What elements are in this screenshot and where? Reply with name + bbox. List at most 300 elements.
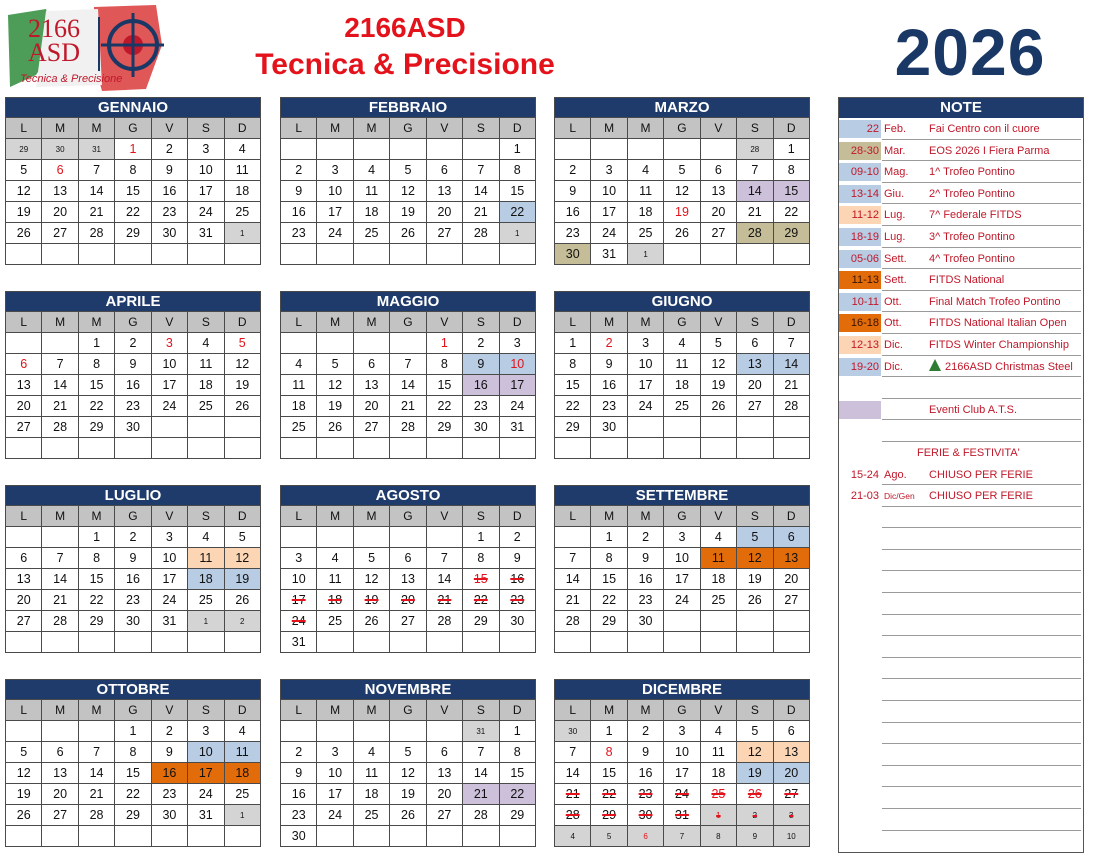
note-event-month: Mag. — [884, 166, 909, 179]
day-cell — [664, 611, 700, 632]
month-title: DICEMBRE — [555, 680, 810, 700]
weekday-header: M — [591, 118, 627, 139]
day-cell: 2 — [627, 721, 663, 742]
month-title: APRILE — [6, 292, 261, 312]
day-cell — [737, 438, 773, 459]
day-cell: 19 — [224, 569, 260, 590]
day-cell: 20 — [353, 396, 389, 417]
day-cell: 6 — [426, 160, 462, 181]
day-cell: 21 — [463, 784, 499, 805]
day-cell: 24 — [188, 202, 224, 223]
day-cell: 2 — [224, 611, 260, 632]
day-cell: 16 — [115, 569, 151, 590]
weekday-header: V — [426, 118, 462, 139]
note-blank-lines — [839, 507, 1083, 831]
day-cell: 17 — [281, 590, 317, 611]
day-cell: 23 — [151, 202, 187, 223]
day-cell: 8 — [78, 548, 114, 569]
note-event-month: Dic. — [884, 360, 903, 373]
note-event — [839, 118, 1083, 140]
day-cell: 15 — [499, 181, 535, 202]
day-cell — [664, 417, 700, 438]
day-cell: 19 — [6, 784, 42, 805]
note-event — [839, 334, 1083, 356]
day-cell — [42, 721, 78, 742]
day-cell — [281, 333, 317, 354]
day-cell: 14 — [42, 569, 78, 590]
weekday-header: L — [555, 700, 591, 721]
day-cell: 4 — [224, 721, 260, 742]
day-cell: 19 — [317, 396, 353, 417]
day-cell: 9 — [627, 548, 663, 569]
week-row — [555, 160, 810, 181]
weekday-header: S — [737, 312, 773, 333]
day-cell: 6 — [627, 826, 663, 847]
note-event — [839, 204, 1083, 226]
day-cell: 27 — [773, 590, 809, 611]
month-settembre — [554, 485, 810, 653]
note-event-month: Sett. — [884, 274, 907, 287]
weekday-header: D — [499, 118, 535, 139]
day-cell: 22 — [115, 784, 151, 805]
week-row — [6, 139, 261, 160]
weekday-header: V — [700, 118, 736, 139]
day-cell: 13 — [6, 375, 42, 396]
day-cell: 16 — [151, 763, 187, 784]
weekday-header: D — [499, 312, 535, 333]
day-cell: 31 — [151, 611, 187, 632]
day-cell: 7 — [737, 160, 773, 181]
weekday-header: G — [390, 506, 426, 527]
day-cell: 13 — [353, 375, 389, 396]
note-event-dates: 09-10 — [839, 163, 881, 181]
day-cell: 11 — [700, 742, 736, 763]
note-blank-line — [839, 766, 1083, 788]
day-cell: 29 — [426, 417, 462, 438]
day-cell: 23 — [115, 396, 151, 417]
week-row — [555, 244, 810, 265]
day-cell: 8 — [555, 354, 591, 375]
week-row — [555, 548, 810, 569]
week-row — [6, 417, 261, 438]
day-cell — [6, 333, 42, 354]
day-cell: 27 — [700, 223, 736, 244]
day-cell: 24 — [664, 784, 700, 805]
day-cell: 12 — [224, 354, 260, 375]
day-cell: 30 — [42, 139, 78, 160]
month-febbraio — [280, 97, 536, 265]
day-cell: 18 — [188, 375, 224, 396]
weekday-header: M — [627, 312, 663, 333]
note-blank-line — [839, 679, 1083, 701]
day-cell: 12 — [664, 181, 700, 202]
week-row — [281, 333, 536, 354]
day-cell: 2 — [115, 333, 151, 354]
day-cell: 21 — [555, 784, 591, 805]
day-cell: 30 — [151, 805, 187, 826]
day-cell: 14 — [78, 763, 114, 784]
weekday-header: D — [773, 312, 809, 333]
day-cell — [499, 632, 535, 653]
day-cell: 13 — [737, 354, 773, 375]
day-cell: 1 — [426, 333, 462, 354]
day-cell: 15 — [78, 375, 114, 396]
day-cell: 27 — [390, 611, 426, 632]
day-cell — [700, 139, 736, 160]
day-cell: 8 — [115, 160, 151, 181]
weekday-header: M — [591, 700, 627, 721]
day-cell — [627, 417, 663, 438]
day-cell: 10 — [151, 354, 187, 375]
month-title: AGOSTO — [281, 486, 536, 506]
week-row — [281, 721, 536, 742]
day-cell: 4 — [700, 721, 736, 742]
note-event-title: 3^ Trofeo Pontino — [929, 230, 1015, 243]
day-cell: 25 — [700, 590, 736, 611]
day-cell: 31 — [664, 805, 700, 826]
weekday-header: G — [115, 312, 151, 333]
day-cell: 1 — [627, 244, 663, 265]
day-cell: 6 — [773, 527, 809, 548]
day-cell: 1 — [555, 333, 591, 354]
day-cell — [664, 139, 700, 160]
week-row — [281, 763, 536, 784]
day-cell: 1 — [78, 527, 114, 548]
week-row — [6, 202, 261, 223]
week-row — [6, 181, 261, 202]
day-cell: 13 — [773, 548, 809, 569]
day-cell: 11 — [664, 354, 700, 375]
day-cell — [426, 527, 462, 548]
weekday-header: M — [353, 312, 389, 333]
day-cell: 4 — [627, 160, 663, 181]
day-cell — [700, 438, 736, 459]
day-cell: 16 — [115, 375, 151, 396]
day-cell: 14 — [42, 375, 78, 396]
day-cell: 24 — [317, 805, 353, 826]
day-cell: 18 — [353, 784, 389, 805]
holiday-dates: 21-03 — [850, 490, 879, 503]
note-event-title: 4^ Trofeo Pontino — [929, 252, 1015, 265]
day-cell: 18 — [281, 396, 317, 417]
month-title: MARZO — [555, 98, 810, 118]
month-title: OTTOBRE — [6, 680, 261, 700]
day-cell: 8 — [700, 826, 736, 847]
week-row — [555, 202, 810, 223]
day-cell — [499, 438, 535, 459]
day-cell: 21 — [463, 202, 499, 223]
note-event-month: Lug. — [884, 209, 906, 222]
week-row — [555, 590, 810, 611]
day-cell: 11 — [224, 160, 260, 181]
day-cell: 7 — [78, 160, 114, 181]
day-cell — [317, 826, 353, 847]
weekday-header: G — [390, 312, 426, 333]
weekday-header: M — [42, 312, 78, 333]
weekday-header: V — [426, 312, 462, 333]
day-cell: 13 — [426, 181, 462, 202]
weekday-header: V — [151, 700, 187, 721]
day-cell: 12 — [6, 181, 42, 202]
day-cell: 24 — [317, 223, 353, 244]
note-event — [839, 226, 1083, 248]
day-cell: 25 — [188, 590, 224, 611]
day-cell: 26 — [353, 611, 389, 632]
day-cell — [499, 826, 535, 847]
day-cell: 25 — [700, 784, 736, 805]
day-cell: 15 — [115, 763, 151, 784]
weekday-header: M — [317, 506, 353, 527]
day-cell: 9 — [115, 548, 151, 569]
day-cell — [426, 244, 462, 265]
day-cell — [426, 632, 462, 653]
day-cell: 12 — [390, 763, 426, 784]
day-cell: 22 — [115, 202, 151, 223]
weekday-header: S — [188, 118, 224, 139]
week-row — [6, 548, 261, 569]
note-blank-line — [839, 615, 1083, 637]
week-row — [281, 632, 536, 653]
day-cell: 19 — [224, 375, 260, 396]
note-blank-line — [839, 507, 1083, 529]
day-cell — [627, 438, 663, 459]
day-cell: 29 — [115, 223, 151, 244]
note-event-dates: 16-18 — [839, 314, 881, 332]
day-cell: 22 — [78, 590, 114, 611]
day-cell: 17 — [188, 763, 224, 784]
day-cell: 2 — [281, 160, 317, 181]
day-cell: 20 — [773, 763, 809, 784]
holiday-dates: 15-24 — [850, 468, 879, 481]
day-cell: 22 — [499, 202, 535, 223]
day-cell: 5 — [737, 721, 773, 742]
weekday-header: M — [317, 700, 353, 721]
note-event — [839, 291, 1083, 313]
day-cell: 29 — [115, 805, 151, 826]
day-cell: 24 — [281, 611, 317, 632]
day-cell — [78, 826, 114, 847]
weekday-header: M — [42, 506, 78, 527]
month-title: SETTEMBRE — [555, 486, 810, 506]
day-cell: 28 — [78, 805, 114, 826]
weekday-header: S — [188, 506, 224, 527]
day-cell — [353, 721, 389, 742]
week-row — [6, 160, 261, 181]
day-cell: 3 — [151, 527, 187, 548]
weekday-header: S — [463, 506, 499, 527]
month-giugno — [554, 291, 810, 459]
day-cell: 16 — [281, 784, 317, 805]
day-cell: 9 — [499, 548, 535, 569]
week-row — [6, 244, 261, 265]
day-cell: 15 — [426, 375, 462, 396]
day-cell: 1 — [224, 223, 260, 244]
day-cell: 20 — [426, 202, 462, 223]
day-cell: 17 — [317, 202, 353, 223]
day-cell — [664, 438, 700, 459]
day-cell: 3 — [317, 742, 353, 763]
day-cell — [664, 244, 700, 265]
logo-text: 2166 ASD — [27, 14, 80, 67]
day-cell: 17 — [591, 202, 627, 223]
day-cell: 28 — [463, 223, 499, 244]
week-row — [555, 826, 810, 847]
weekday-header: S — [737, 700, 773, 721]
day-cell — [224, 244, 260, 265]
day-cell — [151, 632, 187, 653]
day-cell: 24 — [151, 396, 187, 417]
day-cell — [42, 826, 78, 847]
day-cell: 11 — [627, 181, 663, 202]
note-event-title: Fai Centro con il cuore — [929, 123, 1040, 135]
day-cell: 25 — [224, 202, 260, 223]
day-cell: 11 — [188, 354, 224, 375]
week-row — [281, 784, 536, 805]
day-cell — [42, 527, 78, 548]
day-cell: 5 — [591, 826, 627, 847]
month-ottobre — [5, 679, 261, 847]
day-cell: 17 — [664, 569, 700, 590]
day-cell — [737, 417, 773, 438]
day-cell: 1 — [224, 805, 260, 826]
day-cell: 10 — [151, 548, 187, 569]
day-cell: 18 — [188, 569, 224, 590]
day-cell: 17 — [188, 181, 224, 202]
week-row — [555, 742, 810, 763]
day-cell: 26 — [224, 396, 260, 417]
day-cell — [115, 632, 151, 653]
note-event-title: FITDS National Italian Open — [929, 317, 1067, 330]
day-cell — [224, 632, 260, 653]
day-cell — [78, 632, 114, 653]
day-cell: 21 — [737, 202, 773, 223]
note-event — [839, 248, 1083, 270]
day-cell: 3 — [499, 333, 535, 354]
weekday-header: D — [773, 506, 809, 527]
day-cell — [426, 139, 462, 160]
week-row — [6, 826, 261, 847]
day-cell: 12 — [224, 548, 260, 569]
day-cell: 3 — [317, 160, 353, 181]
month-aprile — [5, 291, 261, 459]
week-row — [6, 611, 261, 632]
day-cell: 28 — [773, 396, 809, 417]
day-cell — [773, 611, 809, 632]
day-cell: 4 — [224, 139, 260, 160]
day-cell — [6, 721, 42, 742]
day-cell: 21 — [773, 375, 809, 396]
day-cell: 29 — [591, 611, 627, 632]
day-cell: 30 — [115, 417, 151, 438]
club-legend-swatch — [839, 401, 881, 419]
day-cell — [42, 632, 78, 653]
tree-icon — [929, 359, 941, 371]
day-cell: 18 — [664, 375, 700, 396]
day-cell: 15 — [115, 181, 151, 202]
day-cell: 11 — [224, 742, 260, 763]
day-cell: 7 — [555, 548, 591, 569]
day-cell: 28 — [737, 223, 773, 244]
day-cell: 30 — [151, 223, 187, 244]
day-cell: 3 — [188, 721, 224, 742]
day-cell: 5 — [390, 742, 426, 763]
day-cell — [591, 632, 627, 653]
day-cell — [555, 527, 591, 548]
weekday-header: D — [773, 118, 809, 139]
notes-title: NOTE — [839, 98, 1083, 118]
note-event-title: FITDS Winter Championship — [929, 338, 1069, 351]
day-cell: 22 — [463, 590, 499, 611]
day-cell — [151, 438, 187, 459]
note-event — [839, 312, 1083, 334]
day-cell: 29 — [591, 805, 627, 826]
day-cell — [224, 438, 260, 459]
day-cell — [390, 721, 426, 742]
week-row — [281, 202, 536, 223]
day-cell — [188, 826, 224, 847]
day-cell: 24 — [591, 223, 627, 244]
day-cell: 1 — [115, 139, 151, 160]
day-cell: 30 — [627, 611, 663, 632]
day-cell: 25 — [353, 223, 389, 244]
week-row — [6, 590, 261, 611]
day-cell: 30 — [591, 417, 627, 438]
day-cell: 23 — [151, 784, 187, 805]
day-cell — [353, 632, 389, 653]
note-blank-line — [839, 636, 1083, 658]
day-cell: 26 — [6, 805, 42, 826]
day-cell — [151, 244, 187, 265]
week-row — [555, 375, 810, 396]
day-cell: 27 — [773, 784, 809, 805]
day-cell — [390, 527, 426, 548]
weekday-header: G — [664, 700, 700, 721]
day-cell: 3 — [773, 805, 809, 826]
day-cell: 22 — [555, 396, 591, 417]
day-cell: 22 — [591, 590, 627, 611]
weekday-header: L — [6, 700, 42, 721]
weekday-header: V — [426, 700, 462, 721]
week-row — [281, 611, 536, 632]
weekday-header: V — [151, 312, 187, 333]
day-cell: 19 — [737, 569, 773, 590]
day-cell — [281, 244, 317, 265]
day-cell: 22 — [499, 784, 535, 805]
month-dicembre — [554, 679, 810, 847]
note-event — [839, 356, 1083, 378]
note-event-month: Lug. — [884, 230, 906, 243]
weekday-header: M — [353, 118, 389, 139]
day-cell: 27 — [426, 223, 462, 244]
day-cell: 9 — [281, 763, 317, 784]
week-row — [555, 181, 810, 202]
day-cell: 23 — [627, 784, 663, 805]
day-cell: 29 — [78, 417, 114, 438]
day-cell: 11 — [317, 569, 353, 590]
day-cell — [555, 632, 591, 653]
day-cell: 2 — [281, 742, 317, 763]
day-cell: 18 — [317, 590, 353, 611]
day-cell: 13 — [773, 742, 809, 763]
club-name: 2166ASD — [344, 12, 466, 43]
day-cell: 7 — [664, 826, 700, 847]
day-cell — [463, 632, 499, 653]
day-cell: 28 — [555, 805, 591, 826]
day-cell: 20 — [6, 396, 42, 417]
day-cell: 12 — [353, 569, 389, 590]
week-row — [6, 763, 261, 784]
day-cell — [773, 244, 809, 265]
